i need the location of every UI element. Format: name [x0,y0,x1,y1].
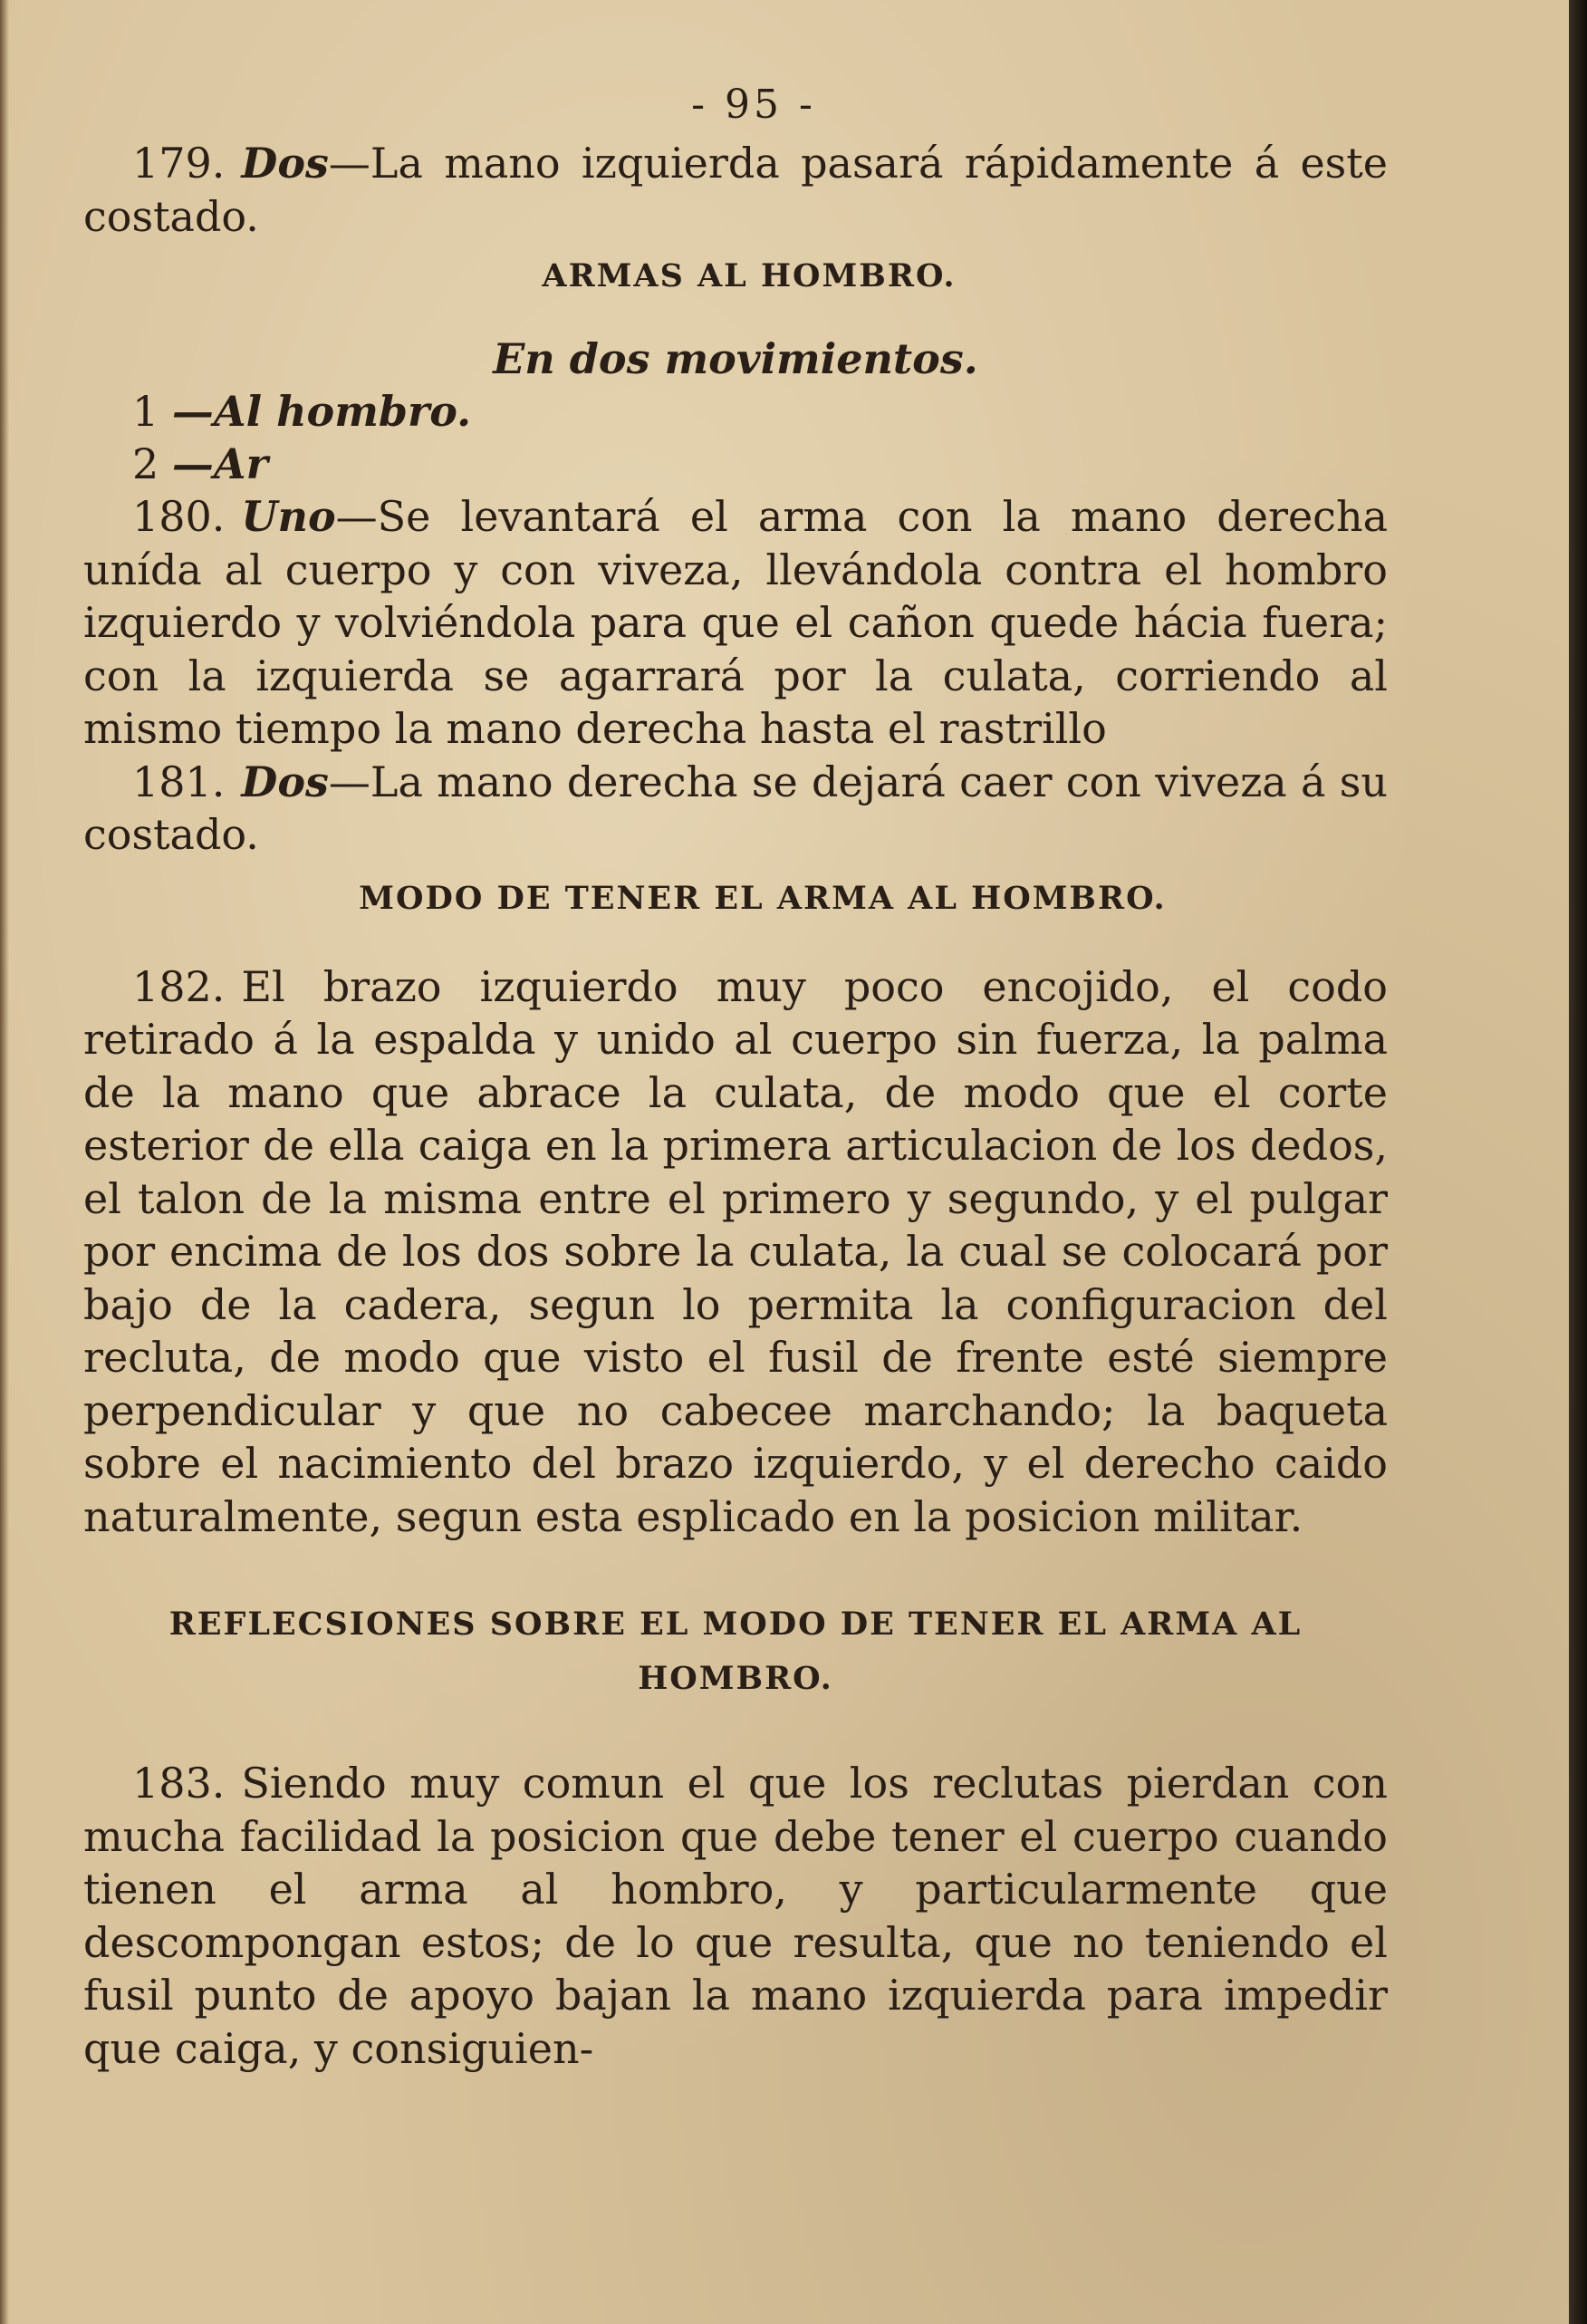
paragraph-180 [83,490,1388,756]
movement-label: Uno [241,492,336,541]
page-content [83,82,1388,2075]
paragraph-number: 180. [132,492,226,541]
paragraph-181 [83,756,1388,862]
paragraph-number: 181. [132,757,226,806]
paragraph-text: El brazo izquierdo muy poco encojido, el codo retirado á la espalda y unido al cuerpo sin fuerza, la palma de la mano que abrace la culata, de modo que el corte esterior de ella caiga en la primera articulacion de los dedos, el talon de la misma entre el primero y segundo, y el pulgar por encima de los dos sobre la culata, la cual se colocará por bajo de la cadera, segun lo permita la configuracion del recluta, de modo que visto el fusil de frente esté siempre perpendicular y que no cabecee marchando; la baqueta sobre el nacimiento del brazo izquierdo, y el derecho caido naturalmente, segun esta esplicado en la posicion militar. [83,961,1388,1541]
movement-label: Dos [241,139,329,188]
command-text: —Al hombro. [171,387,472,436]
section-heading-modo-de-tener: MODO DE TENER EL ARMA AL HOMBRO. [359,879,1167,917]
paragraph-number: 182. [132,961,226,1011]
paragraph-text: —La mano derecha se dejará caer con viveza á su costado. [83,757,1388,859]
paragraph-text: Siendo muy comun el que los reclutas pierdan con mucha facilidad la posicion que debe tener el cuerpo cuando tienen el arma al hombro, y particularmente que descompongan estos; de lo que resulta, que no teniendo el fusil punto de apoyo bajan la mano izquierda para impedir que caiga, y consiguien- [83,1759,1388,2073]
paragraph-183 [83,1757,1388,2075]
paragraph-182 [83,960,1388,1544]
paragraph-179 [83,137,1388,243]
command-number: 2 [132,439,159,488]
paragraph-text: —La mano izquierda pasará rápidamente á este costado. [83,139,1388,241]
section-heading-armas-al-hombro: ARMAS AL HOMBRO. [542,257,957,294]
book-edge [1569,0,1587,2324]
movement-label: Dos [241,757,329,806]
section-heading-reflecsiones: REFLECSIONES SOBRE EL MODO DE TENER EL ARMA AL HOMBRO. [168,1606,1303,1697]
page-number: - 95 - [691,82,816,128]
command-text: —Ar [171,439,268,488]
command-line-1 [83,385,1388,438]
paragraph-number: 179. [132,139,226,188]
command-number: 1 [132,387,159,436]
command-line-2 [83,438,1388,490]
paragraph-text: —Se levantará el arma con la mano derecha unída al cuerpo y con viveza, llevándola contra el hombro izquierdo y volviéndola para que el cañon quede hácia fuera; con la izquierda se agarrará por la culata, corriendo al mismo tiempo la mano derecha hasta el rastrillo [83,492,1388,753]
paragraph-number: 183. [132,1759,226,1808]
subheading-movements: En dos movimientos. [493,334,978,383]
